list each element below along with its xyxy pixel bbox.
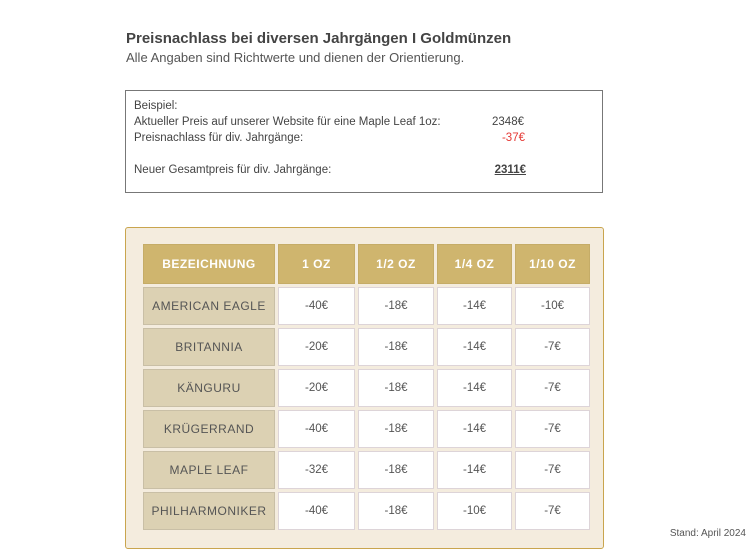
discount-cell: -7€ [515,410,590,448]
discount-cell: -40€ [278,287,355,325]
table-row [143,369,590,407]
coin-name: KRÜGERRAND [143,410,275,448]
coin-name: AMERICAN EAGLE [143,287,275,325]
example-heading: Beispiel: [134,100,178,112]
discount-cell: -20€ [278,328,355,366]
discount-cell: -18€ [358,287,434,325]
table-row [143,328,590,366]
header-quarter-oz: 1/4 OZ [437,244,512,284]
discount-cell: -14€ [437,410,512,448]
discount-cell: -18€ [358,410,434,448]
table-header-row [143,244,590,284]
new-price-value: 2311€ [494,164,526,176]
discount-cell: -18€ [358,451,434,489]
discount-cell: -18€ [358,369,434,407]
discount-cell: -32€ [278,451,355,489]
discount-label: Preisnachlass für div. Jahrgänge: [134,132,304,144]
discount-cell: -7€ [515,492,590,530]
discount-cell: -10€ [515,287,590,325]
discount-table-panel [125,227,604,549]
discount-cell: -20€ [278,369,355,407]
stand-date: Stand: April 2024 [669,528,746,539]
table-row [143,492,590,530]
discount-cell: -18€ [358,328,434,366]
discount-cell: -10€ [437,492,512,530]
discount-cell: -14€ [437,369,512,407]
discount-cell: -14€ [437,328,512,366]
header-tenth-oz: 1/10 OZ [515,244,590,284]
discount-value: -37€ [501,132,525,144]
coin-name: BRITANNIA [143,328,275,366]
table-row [143,287,590,325]
discount-cell: -40€ [278,410,355,448]
table-row [143,451,590,489]
header-1oz: 1 OZ [278,244,355,284]
coin-name: KÄNGURU [143,369,275,407]
coin-name: PHILHARMONIKER [143,492,275,530]
discount-cell: -7€ [515,328,590,366]
discount-cell: -14€ [437,451,512,489]
example-box [125,90,603,193]
discount-cell: -7€ [515,369,590,407]
new-price-label: Neuer Gesamtpreis für div. Jahrgänge: [134,164,332,176]
discount-cell: -40€ [278,492,355,530]
header-half-oz: 1/2 OZ [358,244,434,284]
discount-cell: -18€ [358,492,434,530]
page-title: Preisnachlass bei diversen Jahrgängen I Goldmünzen [126,30,512,47]
current-price-value: 2348€ [492,116,524,128]
table-row [143,410,590,448]
coin-name: MAPLE LEAF [143,451,275,489]
page-subtitle: Alle Angaben sind Richtwerte und dienen der Orientierung. [126,50,465,65]
discount-cell: -14€ [437,287,512,325]
header-bezeichnung: BEZEICHNUNG [143,244,275,284]
discount-table [140,241,593,533]
current-price-label: Aktueller Preis auf unserer Website für eine Maple Leaf 1oz: [134,116,441,128]
discount-cell: -7€ [515,451,590,489]
